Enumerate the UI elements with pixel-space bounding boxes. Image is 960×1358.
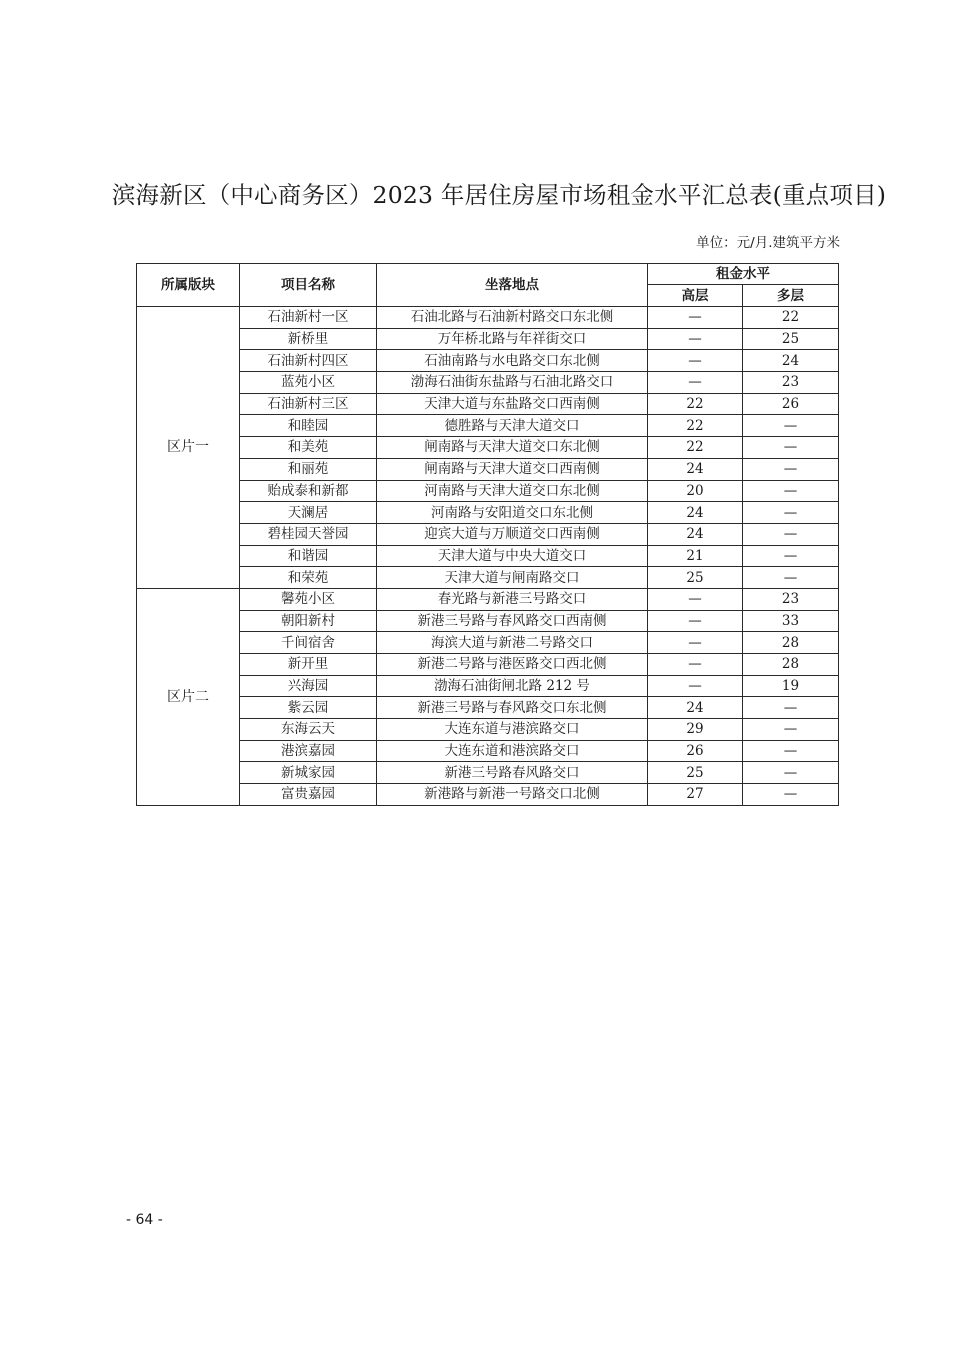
high-rise-rent-cell: — [648, 610, 743, 632]
project-name-cell: 和荣苑 [240, 567, 377, 589]
table-row [137, 437, 839, 459]
multi-story-rent-cell: — [743, 740, 839, 762]
table-row [137, 545, 839, 567]
multi-story-rent-cell: 23 [743, 372, 839, 394]
high-rise-rent-cell: — [648, 307, 743, 329]
table-row [137, 588, 839, 610]
high-rise-rent-cell: 21 [648, 545, 743, 567]
location-cell: 天津大道与中央大道交口 [377, 545, 648, 567]
high-rise-rent-cell: 24 [648, 697, 743, 719]
table-row [137, 307, 839, 329]
header-multi-story: 多层 [743, 285, 839, 307]
page-number: - 64 - [126, 1212, 163, 1228]
project-name-cell: 和美苑 [240, 437, 377, 459]
location-cell: 迎宾大道与万顺道交口西南侧 [377, 523, 648, 545]
location-cell: 大连东道与港滨路交口 [377, 719, 648, 741]
high-rise-rent-cell: 20 [648, 480, 743, 502]
table-body [137, 307, 839, 806]
multi-story-rent-cell: — [743, 437, 839, 459]
project-name-cell: 蓝苑小区 [240, 372, 377, 394]
multi-story-rent-cell: — [743, 784, 839, 806]
high-rise-rent-cell: 27 [648, 784, 743, 806]
page-title: 滨海新区（中心商务区）2023 年居住房屋市场租金水平汇总表(重点项目) [111, 181, 887, 209]
multi-story-rent-cell: 24 [743, 350, 839, 372]
project-name-cell: 和丽苑 [240, 458, 377, 480]
table-row [137, 567, 839, 589]
table-row [137, 350, 839, 372]
header-location: 坐落地点 [377, 264, 648, 307]
location-cell: 天津大道与东盐路交口西南侧 [377, 393, 648, 415]
project-name-cell: 石油新村三区 [240, 393, 377, 415]
multi-story-rent-cell: — [743, 762, 839, 784]
multi-story-rent-cell: 28 [743, 654, 839, 676]
unit-label: 单位：元/月.建筑平方米 [696, 235, 840, 251]
table-row [137, 719, 839, 741]
multi-story-rent-cell: 25 [743, 328, 839, 350]
high-rise-rent-cell: 24 [648, 458, 743, 480]
project-name-cell: 和谐园 [240, 545, 377, 567]
header-high-rise: 高层 [648, 285, 743, 307]
table-row [137, 632, 839, 654]
location-cell: 渤海石油街闸北路 212 号 [377, 675, 648, 697]
project-name-cell: 富贵嘉园 [240, 784, 377, 806]
location-cell: 大连东道和港滨路交口 [377, 740, 648, 762]
multi-story-rent-cell: — [743, 567, 839, 589]
project-name-cell: 碧桂园天誉园 [240, 523, 377, 545]
multi-story-rent-cell: — [743, 523, 839, 545]
project-name-cell: 新桥里 [240, 328, 377, 350]
project-name-cell: 兴海园 [240, 675, 377, 697]
multi-story-rent-cell: — [743, 545, 839, 567]
table-row [137, 393, 839, 415]
high-rise-rent-cell: — [648, 632, 743, 654]
project-name-cell: 和睦园 [240, 415, 377, 437]
table-row [137, 762, 839, 784]
high-rise-rent-cell: 24 [648, 502, 743, 524]
multi-story-rent-cell: — [743, 480, 839, 502]
project-name-cell: 新城家园 [240, 762, 377, 784]
table-row [137, 502, 839, 524]
header-zone: 所属版块 [137, 264, 240, 307]
high-rise-rent-cell: 22 [648, 393, 743, 415]
zone-cell: 区片二 [137, 588, 240, 805]
high-rise-rent-cell: — [648, 675, 743, 697]
table-row [137, 654, 839, 676]
table-row [137, 328, 839, 350]
table-row [137, 740, 839, 762]
rent-summary-table [136, 263, 839, 806]
location-cell: 新港二号路与港医路交口西北侧 [377, 654, 648, 676]
location-cell: 德胜路与天津大道交口 [377, 415, 648, 437]
high-rise-rent-cell: — [648, 350, 743, 372]
location-cell: 河南路与天津大道交口东北侧 [377, 480, 648, 502]
high-rise-rent-cell: 25 [648, 567, 743, 589]
project-name-cell: 千间宿舍 [240, 632, 377, 654]
location-cell: 天津大道与闸南路交口 [377, 567, 648, 589]
project-name-cell: 贻成泰和新都 [240, 480, 377, 502]
high-rise-rent-cell: 24 [648, 523, 743, 545]
table-row [137, 415, 839, 437]
high-rise-rent-cell: — [648, 654, 743, 676]
high-rise-rent-cell: — [648, 588, 743, 610]
table-row [137, 610, 839, 632]
location-cell: 万年桥北路与年祥街交口 [377, 328, 648, 350]
high-rise-rent-cell: 26 [648, 740, 743, 762]
multi-story-rent-cell: 33 [743, 610, 839, 632]
location-cell: 春光路与新港三号路交口 [377, 588, 648, 610]
project-name-cell: 紫云园 [240, 697, 377, 719]
project-name-cell: 石油新村一区 [240, 307, 377, 329]
table-row [137, 697, 839, 719]
project-name-cell: 东海云天 [240, 719, 377, 741]
project-name-cell: 馨苑小区 [240, 588, 377, 610]
multi-story-rent-cell: 28 [743, 632, 839, 654]
multi-story-rent-cell: 19 [743, 675, 839, 697]
multi-story-rent-cell: — [743, 502, 839, 524]
project-name-cell: 朝阳新村 [240, 610, 377, 632]
project-name-cell: 石油新村四区 [240, 350, 377, 372]
high-rise-rent-cell: 25 [648, 762, 743, 784]
location-cell: 新港路与新港一号路交口北侧 [377, 784, 648, 806]
multi-story-rent-cell: — [743, 415, 839, 437]
high-rise-rent-cell: — [648, 328, 743, 350]
header-rent-level: 租金水平 [648, 264, 839, 285]
multi-story-rent-cell: — [743, 719, 839, 741]
table-row [137, 523, 839, 545]
multi-story-rent-cell: 26 [743, 393, 839, 415]
zone-cell: 区片一 [137, 307, 240, 589]
project-name-cell: 天澜居 [240, 502, 377, 524]
location-cell: 新港三号路春风路交口 [377, 762, 648, 784]
project-name-cell: 新开里 [240, 654, 377, 676]
location-cell: 河南路与安阳道交口东北侧 [377, 502, 648, 524]
location-cell: 闸南路与天津大道交口东北侧 [377, 437, 648, 459]
location-cell: 新港三号路与春风路交口东北侧 [377, 697, 648, 719]
table-row [137, 372, 839, 394]
project-name-cell: 港滨嘉园 [240, 740, 377, 762]
high-rise-rent-cell: 22 [648, 437, 743, 459]
location-cell: 石油北路与石油新村路交口东北侧 [377, 307, 648, 329]
high-rise-rent-cell: 22 [648, 415, 743, 437]
table-row [137, 675, 839, 697]
location-cell: 闸南路与天津大道交口西南侧 [377, 458, 648, 480]
multi-story-rent-cell: 22 [743, 307, 839, 329]
header-project-name: 项目名称 [240, 264, 377, 307]
location-cell: 新港三号路与春风路交口西南侧 [377, 610, 648, 632]
location-cell: 石油南路与水电路交口东北侧 [377, 350, 648, 372]
table-row [137, 784, 839, 806]
table-row [137, 480, 839, 502]
multi-story-rent-cell: 23 [743, 588, 839, 610]
location-cell: 海滨大道与新港二号路交口 [377, 632, 648, 654]
multi-story-rent-cell: — [743, 458, 839, 480]
multi-story-rent-cell: — [743, 697, 839, 719]
table-row [137, 458, 839, 480]
high-rise-rent-cell: — [648, 372, 743, 394]
high-rise-rent-cell: 29 [648, 719, 743, 741]
location-cell: 渤海石油街东盐路与石油北路交口 [377, 372, 648, 394]
